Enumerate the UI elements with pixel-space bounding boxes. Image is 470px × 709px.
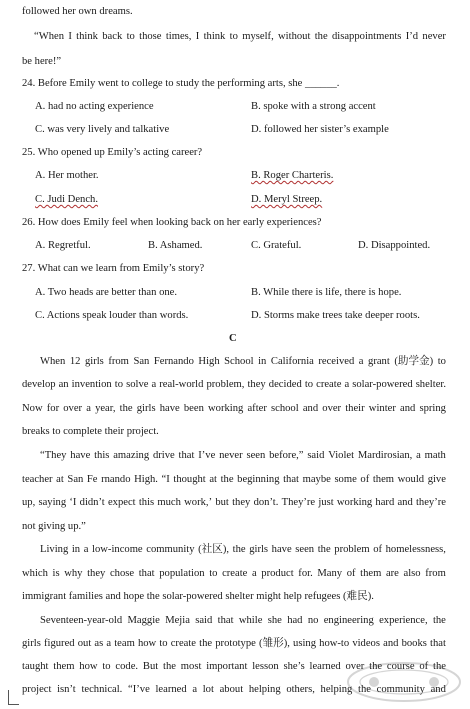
word: Many	[317, 568, 343, 579]
word: they	[87, 568, 106, 579]
word: never	[219, 450, 243, 461]
intro-line-3: be here!”	[22, 56, 62, 67]
para1-line4: breaks to complete their project.	[22, 426, 159, 437]
word: they’re	[415, 497, 446, 508]
word: Living	[40, 544, 69, 555]
word: at	[56, 474, 64, 485]
word: over	[345, 661, 365, 672]
word: seen	[246, 450, 266, 461]
word: how	[79, 661, 98, 672]
word: code.	[115, 661, 139, 672]
word: why	[64, 568, 83, 579]
word: to	[304, 379, 314, 390]
word: lot	[202, 684, 214, 695]
word: some	[334, 474, 357, 485]
word: problem,	[206, 379, 245, 390]
word: how-to	[319, 638, 350, 649]
para1-line1	[40, 356, 446, 369]
word: a	[106, 638, 112, 649]
word: been	[183, 403, 204, 414]
word: the	[163, 661, 176, 672]
para1-line2	[22, 379, 446, 392]
word: also	[403, 568, 421, 579]
word: seen	[295, 544, 315, 555]
word: to	[126, 31, 135, 42]
word: the	[358, 684, 371, 695]
word: When	[40, 356, 66, 367]
word: a	[86, 403, 91, 414]
word: never	[422, 31, 446, 42]
question-25-option-b: B. Roger Charteris.	[251, 170, 334, 181]
word: the	[314, 31, 328, 42]
word: just	[318, 497, 334, 508]
word: teacher	[22, 474, 53, 485]
question-27-stem: 27. What can we learn from Emily’s story?	[22, 263, 205, 274]
word: working	[208, 403, 244, 414]
word: Mardirosian,	[357, 450, 413, 461]
word: girls	[22, 638, 41, 649]
word: videos	[352, 638, 380, 649]
word: isn’t	[57, 684, 76, 695]
word: experience,	[379, 615, 428, 626]
word: a	[151, 379, 157, 390]
word: year,	[95, 403, 116, 414]
word: Seventeen-year-old	[40, 615, 123, 626]
word: population	[159, 568, 205, 579]
word: a	[344, 379, 350, 390]
section-c-heading: C	[229, 333, 237, 344]
word: had	[287, 615, 303, 626]
word: project	[22, 684, 52, 695]
word: an	[58, 379, 69, 390]
intro-line-2	[34, 31, 446, 44]
para4-line2	[22, 638, 446, 651]
word: much	[157, 497, 181, 508]
word: without	[278, 31, 311, 42]
word: San	[67, 474, 84, 485]
word: in	[258, 356, 267, 367]
word: work,’	[184, 497, 213, 508]
word: out	[77, 638, 92, 649]
para4-line4	[22, 684, 446, 697]
word: the	[232, 544, 246, 555]
word: that	[138, 568, 155, 579]
question-27-option-b: B. While there is life, there is hope.	[251, 287, 402, 298]
question-27-option-c: C. Actions speak louder than words.	[35, 310, 189, 321]
word: “They	[40, 450, 67, 461]
word: a	[251, 568, 257, 579]
para2-line2	[22, 474, 446, 487]
word: of	[373, 544, 383, 555]
question-27-option-a: A. Two heads are better than one.	[35, 287, 178, 298]
question-25-stem: 25. Who opened up Emily’s acting career?	[22, 147, 203, 158]
word: working	[336, 497, 373, 508]
word: no	[307, 615, 319, 626]
word: but	[215, 497, 229, 508]
word: give	[427, 474, 446, 485]
word: they	[232, 497, 251, 508]
word: for.	[298, 568, 313, 579]
word: to	[102, 661, 111, 672]
word: them	[53, 661, 75, 672]
word: figured	[43, 638, 75, 649]
word: “I	[161, 474, 170, 485]
word: the	[432, 615, 446, 626]
word: girls	[84, 356, 104, 367]
word: received	[318, 356, 355, 367]
word: They’re	[281, 497, 316, 508]
word: that	[430, 638, 446, 649]
word: community	[146, 544, 195, 555]
word: decided	[268, 379, 302, 390]
word: I	[68, 31, 72, 42]
word: lesson	[252, 661, 279, 672]
word: saying	[38, 497, 67, 508]
word: she	[267, 615, 282, 626]
word: rnando	[101, 474, 131, 485]
word: those	[139, 31, 162, 42]
word: and	[383, 638, 399, 649]
word: grant	[368, 356, 390, 367]
word: girls	[249, 544, 269, 555]
word: while	[238, 615, 263, 626]
word: real-world	[159, 379, 204, 390]
word: in	[71, 544, 81, 555]
word: amazing	[113, 450, 150, 461]
word: invention	[71, 379, 112, 390]
question-26-option-a: A. Regretful.	[35, 240, 91, 251]
word: of	[360, 474, 370, 485]
word: back	[102, 31, 123, 42]
para2-line3	[22, 497, 446, 510]
word: this	[138, 497, 155, 508]
word: Maggie	[127, 615, 160, 626]
page-corner-mark	[8, 690, 19, 705]
word: from	[425, 568, 446, 579]
word: expect	[107, 497, 136, 508]
word: this	[94, 450, 110, 461]
word: a	[416, 450, 421, 461]
word: times,	[165, 31, 192, 42]
question-24-stem: 24. Before Emily went to college to study the performing arts, she ______.	[22, 78, 340, 89]
word: prototype	[215, 638, 256, 649]
word: chose	[109, 568, 135, 579]
word: have	[159, 403, 180, 414]
word: course	[386, 661, 415, 672]
para3-line2	[22, 568, 446, 581]
word: I	[195, 31, 200, 42]
question-27-option-d: D. Storms make trees take deeper roots.	[251, 310, 420, 321]
word: that	[178, 450, 195, 461]
word: Now	[22, 403, 43, 414]
word: how	[137, 638, 157, 649]
word: to	[114, 379, 124, 390]
word: about	[219, 684, 244, 695]
word: maybe	[302, 474, 331, 485]
word: and	[302, 403, 319, 414]
word: community	[376, 684, 425, 695]
word: (社区),	[198, 544, 230, 555]
word: hard	[375, 497, 395, 508]
word: (雏形),	[259, 638, 290, 649]
word: thought	[173, 474, 206, 485]
word: winter	[368, 403, 396, 414]
word: I’d	[405, 31, 419, 42]
word: them	[360, 568, 382, 579]
word: and	[430, 684, 446, 695]
word: learned	[155, 684, 187, 695]
word: important	[206, 661, 248, 672]
word: to	[159, 638, 168, 649]
word: create	[222, 568, 248, 579]
question-26-option-c: C. Grateful.	[251, 240, 302, 251]
word: would	[397, 474, 425, 485]
word: “I’ve	[128, 684, 150, 695]
word: didn’t	[79, 497, 105, 508]
word: to	[229, 31, 238, 42]
word: are	[385, 568, 399, 579]
question-26-stem: 26. How does Emily feel when looking back on her early experiences?	[22, 217, 322, 228]
word: the	[369, 661, 383, 672]
word: (助学金)	[394, 356, 434, 367]
word: to	[437, 356, 446, 367]
word: said	[307, 450, 325, 461]
para4-line1	[40, 615, 446, 628]
word: a	[192, 684, 198, 695]
word: “When	[34, 31, 64, 42]
word: 12	[69, 356, 81, 367]
para4-line3	[22, 661, 446, 674]
word: up,	[22, 497, 36, 508]
question-25-option-a: A. Her mother.	[35, 170, 99, 181]
word: of	[346, 568, 356, 579]
question-24-option-b: B. spoke with a strong accent	[251, 101, 376, 112]
word: of	[419, 661, 429, 672]
word: they	[247, 379, 266, 390]
word: the	[199, 638, 213, 649]
word: ‘I	[69, 497, 77, 508]
word: school	[271, 403, 299, 414]
word: that	[283, 474, 299, 485]
word: low-income	[92, 544, 143, 555]
word: after	[247, 403, 267, 414]
para2-line1	[40, 450, 446, 463]
word: product	[261, 568, 294, 579]
para3-line1	[40, 544, 446, 557]
word: create	[170, 638, 197, 649]
word: that	[217, 615, 234, 626]
word: from	[108, 356, 129, 367]
para3-line3: immigrant families and hope the solar-powered shelter might help refugees (难民).	[22, 591, 374, 602]
word: develop	[22, 379, 56, 390]
word: think	[76, 31, 98, 42]
word: technical.	[81, 684, 123, 695]
word: before,”	[269, 450, 304, 461]
word: have	[271, 544, 292, 555]
word: Mejia	[165, 615, 190, 626]
word: the	[119, 403, 133, 414]
word: books	[401, 638, 427, 649]
word: helping	[320, 684, 353, 695]
word: math	[424, 450, 446, 461]
para1-line3	[22, 403, 446, 416]
word: which	[22, 568, 48, 579]
word: don’t.	[253, 497, 279, 508]
word: others,	[286, 684, 315, 695]
word: a	[358, 356, 364, 367]
word: most	[180, 661, 202, 672]
word: and	[400, 403, 416, 414]
word: taught	[22, 661, 49, 672]
word: School	[224, 356, 254, 367]
word: over	[63, 403, 83, 414]
word: disappointments	[331, 31, 402, 42]
word: engineering	[323, 615, 374, 626]
question-24-option-d: D. followed her sister’s example	[251, 124, 389, 135]
word: homelessness,	[385, 544, 446, 555]
word: solve	[126, 379, 149, 390]
intro-line-1: followed her own dreams.	[22, 6, 133, 17]
question-25-option-c: C. Judi Dench.	[35, 194, 98, 205]
word: a	[83, 544, 89, 555]
word: helping	[248, 684, 281, 695]
word: and	[397, 497, 413, 508]
word: problem	[334, 544, 370, 555]
word: I’ve	[198, 450, 216, 461]
word: have	[70, 450, 91, 461]
question-24-option-a: A. had no acting experience	[35, 101, 154, 112]
word: learned	[309, 661, 341, 672]
word: team	[114, 638, 135, 649]
word: High	[198, 356, 220, 367]
word: think	[203, 31, 226, 42]
word: using	[293, 638, 317, 649]
word: is	[52, 568, 60, 579]
word: Fernando	[153, 356, 194, 367]
word: But	[142, 661, 159, 672]
word: said	[195, 615, 213, 626]
word: to	[209, 568, 218, 579]
word: them	[372, 474, 395, 485]
word: Fe	[86, 474, 98, 485]
word: for	[46, 403, 60, 414]
question-24-option-c: C. was very lively and talkative	[35, 124, 170, 135]
para2-line4: not giving up.”	[22, 521, 86, 532]
word: Violet	[328, 450, 355, 461]
word: create	[316, 379, 342, 390]
word: the	[433, 661, 446, 672]
question-26-option-d: D. Disappointed.	[358, 240, 431, 251]
word: San	[133, 356, 150, 367]
word: High.	[134, 474, 158, 485]
word: drive	[152, 450, 175, 461]
word: she’s	[283, 661, 305, 672]
word: solar-powered	[352, 379, 413, 390]
word: spring	[419, 403, 446, 414]
word: beginning	[237, 474, 280, 485]
word: girls	[136, 403, 156, 414]
question-25-option-d: D. Meryl Streep.	[251, 194, 323, 205]
question-26-option-b: B. Ashamed.	[148, 240, 203, 251]
word: their	[345, 403, 365, 414]
word: shelter.	[415, 379, 446, 390]
word: California	[270, 356, 314, 367]
word: the	[220, 474, 234, 485]
word: at	[209, 474, 217, 485]
word: the	[317, 544, 331, 555]
word: as	[94, 638, 104, 649]
word: over	[322, 403, 342, 414]
word: myself,	[242, 31, 274, 42]
